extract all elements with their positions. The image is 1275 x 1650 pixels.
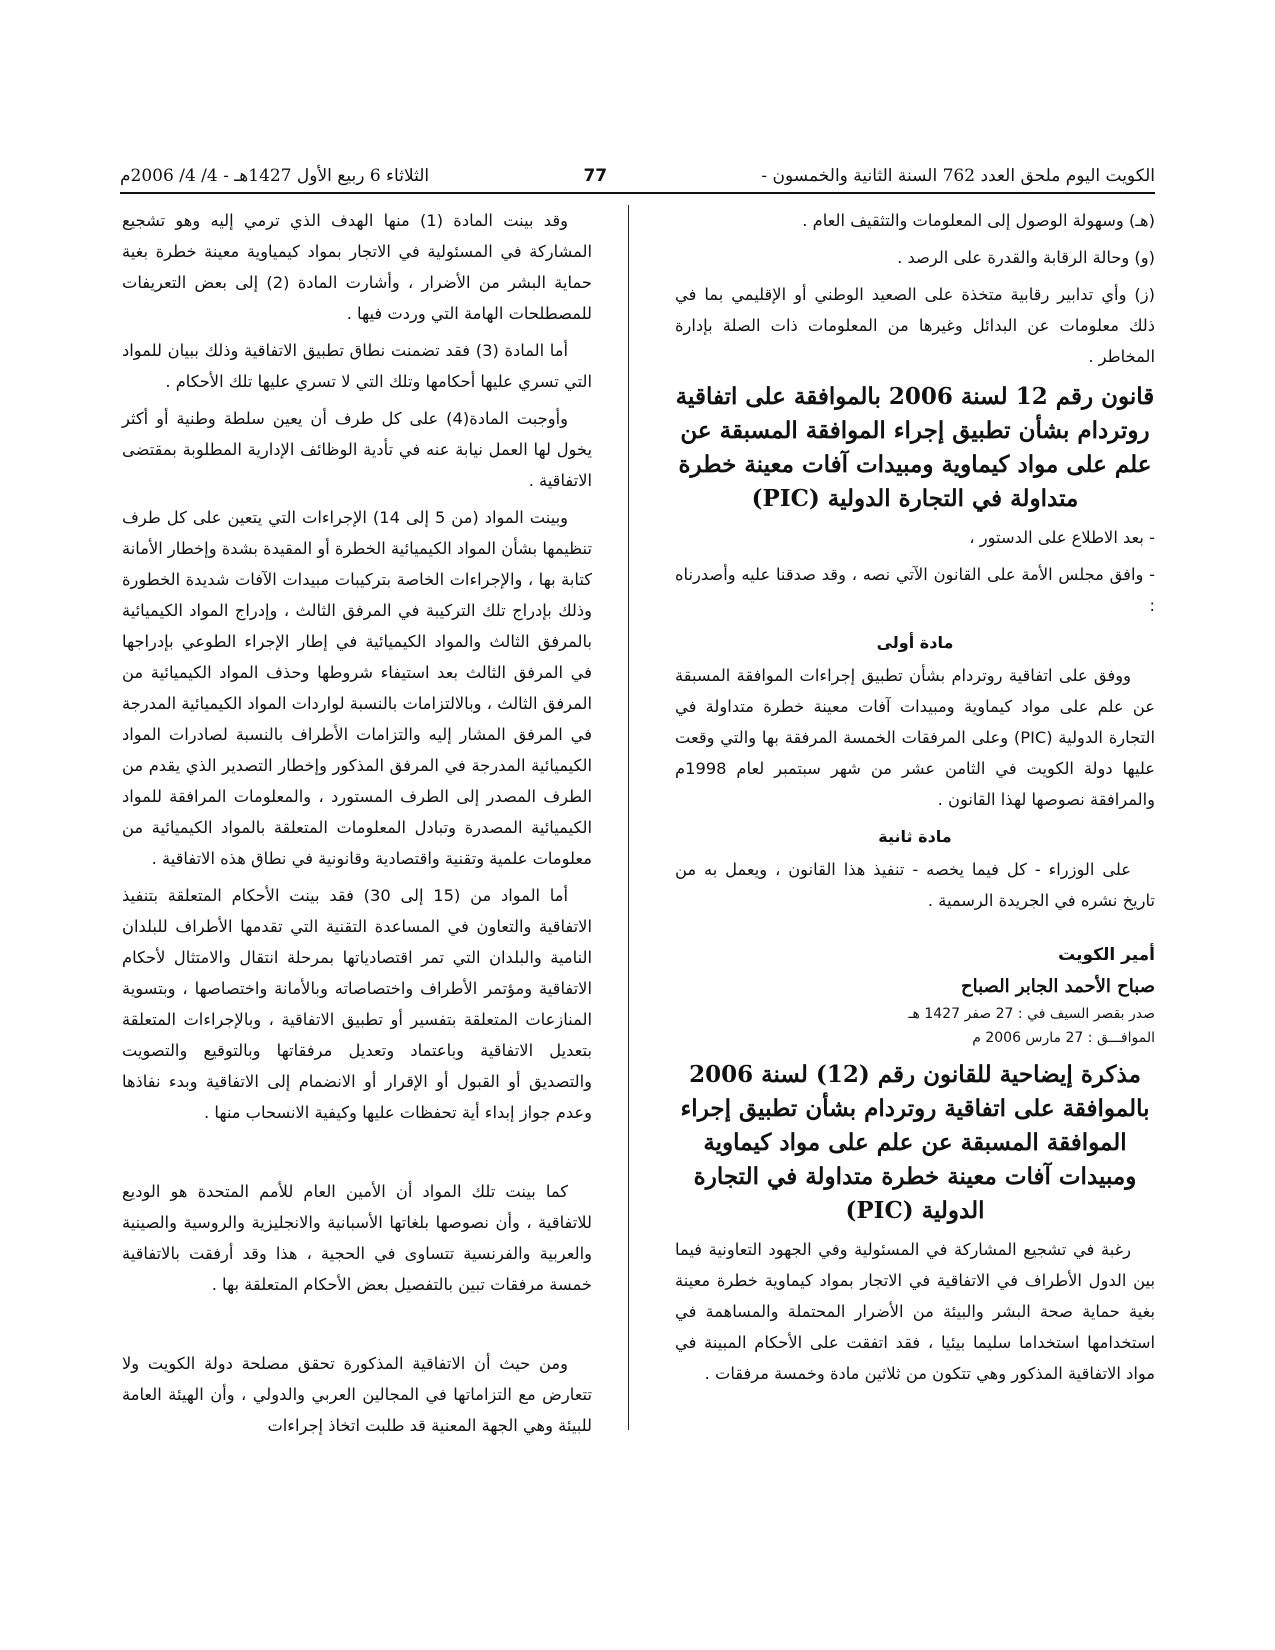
header-page-number: 77	[583, 166, 608, 186]
paragraph-depositary: كما بينت تلك المواد أن الأمين العام للأمم المتحدة هو الوديع للاتفاقية ، وأن نصوصها بلغاتها الأسبانية والانجليزية والروسية والصينية والعربية والفرنسية تتساوى في الحجية ، هذا وقد أرفقت بالاتفاقية خمسة مرفقات تبين بالتفصيل بعض الأحكام المتعلقة بها .	[122, 1182, 592, 1294]
header-publication: الكويت اليوم ملحق العدد 762 السنة الثانية والخمسون -	[761, 166, 1155, 186]
paragraph-articles-15-30: أما المواد من (15 إلى 30) فقد بينت الأحكام المتعلقة بتنفيذ الاتفاقية والتعاون في المساعدة التقنية التي تقدمها الأطراف للبلدان النامية والبلدان التي تمر اقتصادياتها بمرحلة انتقال والامتثال لأحكام الاتفاقية ومؤتمر الأطراف واختصاصاته وبالأمانة واختصاصها ، وبتسوية المنازعات المتعلقة بتفسير أو تطبيق الاتفاقية ، وبالإجراءات المتعلقة بتعديل الاتفاقية وباعتماد وتعديل مرفقاتها وبالتوقيع والتصويت والتصديق أو القبول أو الإقرار أو الانضمام إلى الاتفاقية وبدء نفاذها وعدم جواز إبداء أية تحفظات عليها وكيفية الانسحاب منها .	[122, 886, 592, 1122]
article-1-heading: مادة أولى	[876, 633, 954, 652]
issue-date: صدر بقصر السيف في : 27 صفر 1427 هـ	[908, 1006, 1155, 1022]
law-title: قانون رقم 12 لسنة 2006 بالموافقة على اتفاقية روتردام بشأن تطبيق إجراء الموافقة المسبقة عن علم على مواد كيماوية ومبيدات آفات معينة خطرة متداولة في التجارة الدولية (PIC)	[675, 383, 1155, 512]
item-zay: (ز) وأي تدابير رقابية متخذة على الصعيد الوطني أو الإقليمي بما في ذلك معلومات عن البدائل وغيرها من المعلومات ذات الصلة بإدارة المخاطر .	[675, 285, 1155, 366]
article-2-text: على الوزراء - كل فيما يخصه - تنفيذ هذا القانون ، ويعمل به من تاريخ نشره في الجريدة الرسمية .	[675, 860, 1155, 910]
header-date: الثلاثاء 6 ربيع الأول 1427هـ - 4/ 4/ 2006م	[120, 166, 430, 186]
signature-name: صباح الأحمد الجابر الصباح	[960, 976, 1155, 997]
item-waw: (و) وحالة الرقابة والقدرة على الرصد .	[897, 248, 1155, 267]
page-header	[120, 156, 1155, 194]
article-2-heading: مادة ثانية	[878, 827, 952, 846]
issue-date-gregorian: الموافـــق : 27 مارس 2006 م	[972, 1030, 1155, 1046]
paragraph-articles-5-14: وبينت المواد (من 5 إلى 14) الإجراءات التي يتعين على كل طرف تنظيمها بشأن المواد الكيميائية الخطرة أو المقيدة بشدة وإخطار الأمانة كتابة بها ، والإجراءات الخاصة بتركيبات مبيدات الآفات شديدة الخطورة وذلك بإدراج تلك التركيبة في المرفق الثالث ، وإدراج المواد الكيميائية بالمرفق الثالث والمواد الكيميائية في إطار الإجراء الطوعي بإدراجها في المرفق الثالث بعد استيفاء شروطها وحذف المواد الكيميائية من المرفق الثالث ، وبالالتزامات بالنسبة لواردات المواد الكيميائية المدرجة في المرفق المشار إليه والتزامات الأطراف بالنسبة لصادرات المواد الكيميائية المدرجة في المرفق المذكور وإخطار التصدير الذي يقدم من الطرف المصدر إلى الطرف المستورد ، والمعلومات المرافقة للمواد الكيميائية المصدرة وتبادل المعلومات المتعلقة بالمواد الكيميائية من معلومات علمية وتقنية واقتصادية وقانونية في نطاق هذه الاتفاقية .	[122, 508, 592, 868]
signature-title: أمير الكويت	[1058, 945, 1155, 965]
right-column	[675, 205, 1155, 1395]
column-divider	[628, 205, 629, 1430]
paragraph-article-4: وأوجبت المادة(4) على كل طرف أن يعين سلطة وطنية أو أكثر يخول لها العمل نيابة عنه في تأدية الوظائف الإدارية المطلوبة بمقتضى الاتفاقية .	[122, 409, 592, 490]
article-1-text: ووفق على اتفاقية روتردام بشأن تطبيق إجراءات الموافقة المسبقة عن علم على مواد كيماوية ومبيدات آفات معينة خطرة متداولة في التجارة الدولية (PIC) وعلى المرفقات الخمسة المرفقة بها والتي وقعت عليها دولة الكويت في الثامن عشر من شهر سبتمبر لعام 1998م والمرافقة نصوصها لهذا القانون .	[675, 666, 1155, 809]
preamble-assembly: - وافق مجلس الأمة على القانون الآتي نصه ، وقد صدقنا عليه وأصدرناه :	[675, 565, 1155, 615]
paragraph-article-1-2: وقد بينت المادة (1) منها الهدف الذي ترمي إليه وهو تشجيع المشاركة في المسئولية في الاتجار بمواد كيمياوية معينة خطرة بغية حماية البشر من الأضرار ، وأشارت المادة (2) إلى بعض التعريفات للمصطلحات الهامة التي وردت فيها .	[122, 211, 592, 323]
preamble-constitution: - بعد الاطلاع على الدستور ،	[969, 528, 1155, 547]
paragraph-interest: ومن حيث أن الاتفاقية المذكورة تحقق مصلحة دولة الكويت ولا تتعارض مع التزاماتها في المجالين العربي والدولي ، وأن الهيئة العامة للبيئة وهي الجهة المعنية قد طلبت اتخاذ إجراءات	[122, 1354, 592, 1435]
memo-title: مذكرة إيضاحية للقانون رقم (12) لسنة 2006 بالموافقة على اتفاقية روتردام بشأن تطبيق إجراء الموافقة المسبقة عن علم على مواد كيماوية ومبيدات آفات معينة خطرة متداولة في التجارة الدولية (PIC)	[680, 1061, 1150, 1224]
paragraph-article-3: أما المادة (3) فقد تضمنت نطاق تطبيق الاتفاقية وذلك ببيان للمواد التي تسري عليها أحكامها وتلك التي لا تسري عليها تلك الأحكام .	[122, 341, 592, 391]
memo-text: رغبة في تشجيع المشاركة في المسئولية وفي الجهود التعاونية فيما بين الدول الأطراف في الاتفاقية في الاتجار بمواد كيماوية خطرة معينة بغية حماية صحة البشر والبيئة من الأضرار المحتملة والمساهمة في استخدامها استخداما سليما بيئيا ، فقد اتفقت على الأحكام المبينة في مواد الاتفاقية المذكور وهي تتكون من ثلاثين مادة وخمسة مرفقات .	[675, 1240, 1155, 1383]
item-he: (هـ) وسهولة الوصول إلى المعلومات والتثقيف العام .	[802, 211, 1155, 230]
left-column	[122, 205, 592, 1447]
